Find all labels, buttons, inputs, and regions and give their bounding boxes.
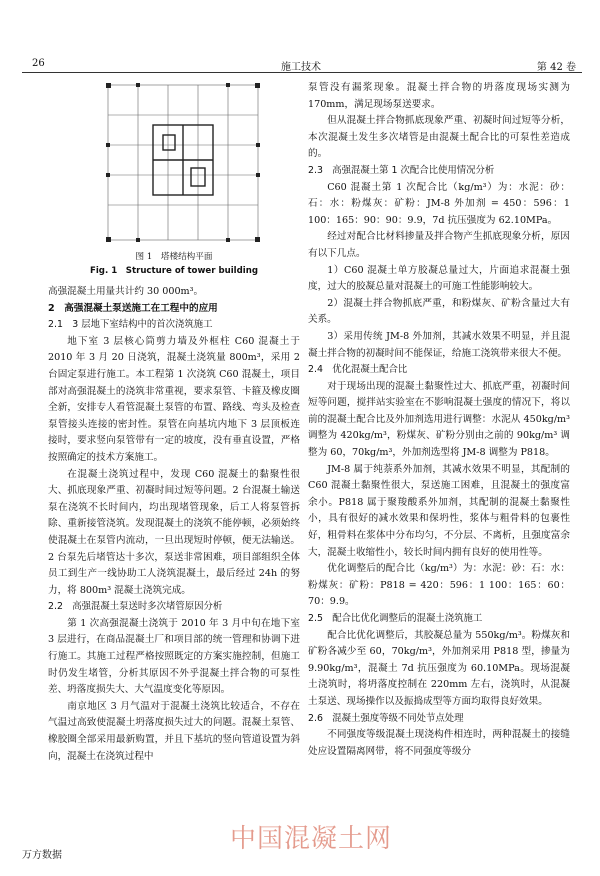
paragraph-continued: 泵管没有漏浆现象。混凝土拌合物的坍落度现场实测为 170mm，满足现场泵送要求。 <box>308 82 570 110</box>
paragraph-2-5: 配合比优化调整后，其胶凝总量为 550kg/m³。粉煤灰和矿粉各减少至 60，70kg/m³，外加剂采用 P818 型，掺量为 9.90kg/m³，混凝土 7d 抗压强度为 60.10MPa。现场混凝土浇筑时，将坍落度控制在 220mm 左右，浇筑时，从混凝土泵送、现场操作以及振捣成型等方面均取得良好效果。 <box>308 629 570 707</box>
figure-caption-cn: 图 1 塔楼结构平面 <box>135 252 213 262</box>
section-2-3-heading: 2.3 高强混凝土第 1 次配合比使用情况分析 <box>308 164 495 176</box>
paragraph-2-4b: JM-8 属于纯萘系外加剂，其减水效果不明显，其配制的 C60 混凝土黏聚性很大，泵送施工困难，且混凝土的强度富余小。P818 属于聚羧酸系外加剂，其配制的混凝土黏聚性小，具有很好的减水效果和保坍性，浆体与粗骨料的包裹性好，粗骨料在浆体中分布均匀，不分层、不离析，且强度富余大，混凝土收缩性小，较长时间内拥有良好的使用性等。 <box>308 463 570 558</box>
section-2-heading: 2 高强混凝土泵送施工在工程中的应用 <box>48 302 218 314</box>
footer-source: 万方数据 <box>22 850 62 861</box>
section-2-5-heading: 2.5 配合比优化调整后的混凝土浇筑施工 <box>308 613 483 624</box>
section-2-4-heading: 2.4 优化混凝土配合比 <box>308 364 408 376</box>
paragraph-2-4c: 优化调整后的配合比（kg/m³）为：水泥：砂：石：水：粉煤灰：矿粉：P818 = 420：596：1 100：165：60：70：9.9。 <box>308 563 570 608</box>
section-2-1-heading: 2.1 3 层地下室结构中的首次浇筑施工 <box>48 319 213 331</box>
figure-caption-en: Fig. 1 Structure of tower building <box>89 266 258 276</box>
paragraph-2-6: 不同强度等级混凝土现浇构件相连时，两种混凝土的接缝处应设置隔离网带，将不同强度等级分 <box>308 729 570 757</box>
paragraph-2-1a: 地下室 3 层核心筒剪力墙及外框柱 C60 混凝土于 2010 年 3 月 20 日浇筑，混凝土浇筑量 800m³，采用 2 台固定泵进行施工。本工程第 1 次浇筑 C60 混凝土，项目部对高强混凝土的浇筑非常重视，要求泵管、卡箍及橡皮圈全新，安排专人看管混凝土泵管的布置、路线、弯头及检查泵管接头连接的密封性。泵管在向基坑内地下 3 层顶板连接时，要求竖向泵管带有一定的坡度，没有垂直设置，严格按照确定的技术方案施工。 <box>48 335 300 463</box>
figure-tower-plan <box>48 80 300 250</box>
page-header <box>20 58 582 72</box>
section-2-6-heading: 2.6 混凝土强度等级不同处节点处理 <box>308 712 464 724</box>
paragraph-2-1b: 在混凝土浇筑过程中，发现 C60 混凝土的黏聚性很大、抓底现象严重、初凝时间过短等问题。2 台混凝土输送泵在浇筑不长时间内，均出现堵管现象，后工人将泵管拆除、重新接管浇筑。发现混凝土的浇筑不能停顿，必须始终使混凝土在泵管内流动，一旦出现短时停顿，便无法输送。2 台泵先后堵管达十多次，泵送非常困难，项目部组织全体员工到生产一线协助工人浇筑混凝土，最后经过 24h 的努力，将 800m³ 混凝土浇筑完成。 <box>48 468 300 596</box>
paragraph-2-3-point3: 3）采用传统 JM-8 外加剂，其减水效果不明显，并且混凝土拌合物的初凝时间不能保证，给施工浇筑带来很大不便。 <box>308 330 570 359</box>
paragraph-2-2a: 第 1 次高强混凝土浇筑于 2010 年 3 月中旬在地下室 3 层进行，在商品混凝土厂和项目部的统一管理和协调下进行施工。其施工过程严格按照既定的方案实施控制，但施工时仍发生堵管，分析其原因不外乎混凝土拌合物的可泵性差、坍落度损失大、大气温度变化等原因。 <box>48 617 300 696</box>
left-column <box>48 80 300 765</box>
paragraph-2-3-point2: 2）混凝土拌合物抓底严重，和粉煤灰、矿粉含量过大有关系。 <box>308 297 570 326</box>
right-column <box>308 80 570 760</box>
watermark: 中国混凝土网 <box>230 824 393 854</box>
intro-paragraph: 高强混凝土用量共计约 30 000m³。 <box>48 286 204 297</box>
volume-label: 第 42 卷 <box>536 62 576 73</box>
paragraph-2-4a: 对于现场出现的混凝土黏聚性过大、抓底严重，初凝时间短等问题，搅拌站实验室在不影响混凝土强度的情况下，将以前的混凝土配合比及外加剂选用进行调整：水泥从 450kg/m³ 调整为 420kg/m³，粉煤灰、矿粉分别由之前的 90kg/m³ 调整为 60，70kg/m³，外加剂选型将 JM-8 调整为 P818。 <box>308 380 570 459</box>
header-rule <box>22 72 582 73</box>
section-2-2-heading: 2.2 高强混凝土泵送时多次堵管原因分析 <box>48 601 223 613</box>
paragraph-reason: 但从混凝土拌合物抓底现象严重、初凝时间过短等分析，本次混凝土发生多次堵管是由混凝土配合比的可泵性差造成的。 <box>308 115 570 160</box>
tower-plan-drawing <box>98 80 268 245</box>
paragraph-2-3b: 经过对配合比材料掺量及拌合物产生抓底现象分析，原因有以下几点。 <box>308 231 570 259</box>
page-number: 26 <box>32 58 45 69</box>
paragraph-2-2b: 南京地区 3 月气温对于混凝土浇筑比较适合，不存在气温过高致使混凝土坍落度损失过大的问题。混凝土泵管、橡胶圈全部采用最新购置，并且下基坑的竖向管道设置为斜向，混凝土在浇筑过程中 <box>48 700 300 762</box>
journal-name: 施工技术 <box>281 62 321 73</box>
paragraph-2-3-point1: 1）C60 混凝土单方胶凝总量过大，片面追求混凝土强度，过大的胶凝总量对混凝土的可施工性能影响较大。 <box>308 264 570 293</box>
paragraph-2-3a: C60 混凝土第 1 次配合比（kg/m³）为：水泥：砂：石：水：粉煤灰：矿粉：JM-8 外加剂 = 450：596：1 100：165：90：90：9.9，7d 抗压强度为 62.10MPa。 <box>308 181 570 226</box>
